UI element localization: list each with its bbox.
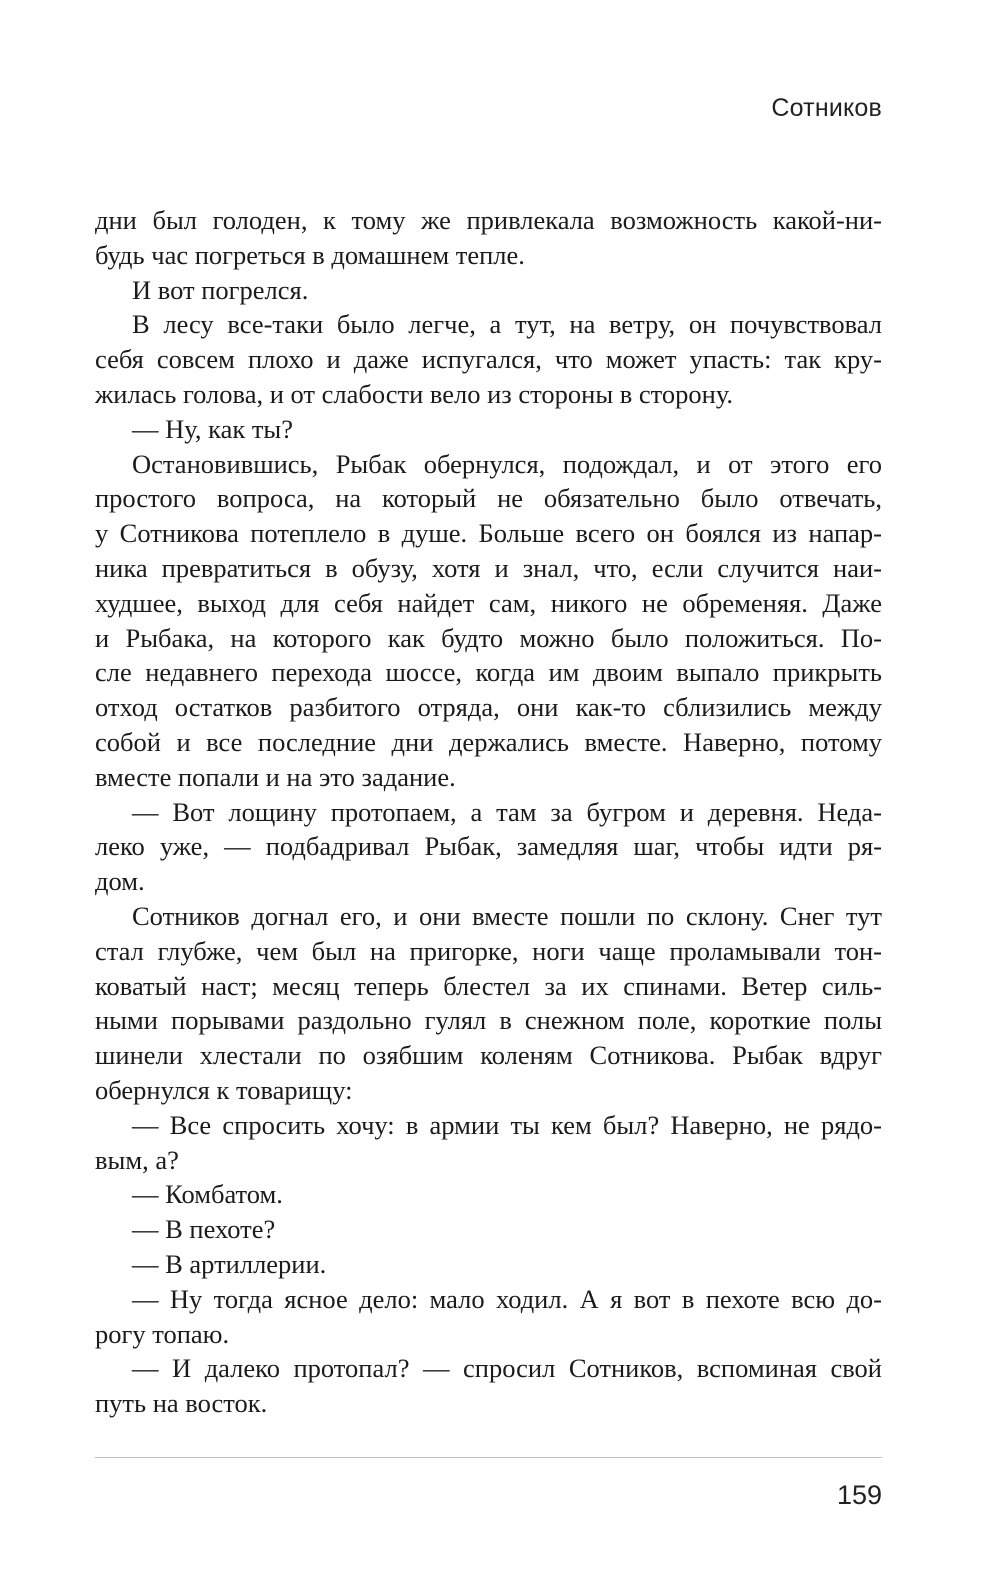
text-line: дни был голоден, к тому же привлекала возможность какой-ни- — [95, 205, 882, 235]
text-line: вым, а? — [95, 1144, 179, 1175]
body-text — [95, 203, 882, 1421]
text-line: — Вот лощину протопаем, а там за бугром и деревня. Неда- — [132, 796, 882, 827]
page-number: 159 — [836, 1480, 882, 1510]
text-line: вместе попали и на это задание. — [95, 761, 456, 792]
text-line: леко уже, — подбадривал Рыбак, замедляя шаг, чтобы идти ря- — [95, 831, 882, 862]
text-line: рогу топаю. — [95, 1318, 230, 1349]
text-line: и Рыбака, на которого как будто можно было положиться. По- — [95, 622, 882, 653]
text-line: обернулся к товарищу: — [95, 1074, 353, 1105]
text-line: у Сотникова потеплело в душе. Больше всего он боялся из напар- — [95, 518, 882, 549]
text-line: — Комбатом. — [132, 1179, 283, 1210]
text-line: — Ну тогда ясное дело: мало ходил. А я вот в пехоте всю до- — [132, 1283, 882, 1314]
text-line: шинели хлестали по озябшим коленям Сотникова. Рыбак вдруг — [95, 1040, 882, 1071]
text-line: коватый наст; месяц теперь блестел за их спинами. Ветер силь- — [95, 970, 882, 1001]
text-line: сле недавнего перехода шоссе, когда им двоим выпало прикрыть — [95, 657, 882, 688]
text-line: ными порывами раздольно гулял в снежном поле, короткие полы — [95, 1005, 882, 1036]
text-line: — И далеко протопал? — спросил Сотников, вспоминая свой — [132, 1353, 882, 1384]
text-line: простого вопроса, на который не обязательно было отвечать, — [95, 483, 882, 514]
text-line: будь час погреться в домашнем тепле. — [95, 239, 525, 270]
text-line: — Ну, как ты? — [132, 413, 293, 444]
text-line: ника превратиться в обузу, хотя и знал, что, если случится наи- — [95, 552, 882, 583]
text-line: отход остатков разбитого отряда, они как-то сблизились между — [95, 692, 882, 723]
text-line: собой и все последние дни держались вместе. Наверно, потому — [95, 726, 882, 757]
text-line: И вот погрелся. — [132, 274, 309, 305]
footer-rule — [95, 1457, 882, 1458]
text-line: худшее, выход для себя найдет сам, никого не обременяя. Даже — [95, 587, 882, 618]
running-head: Сотников — [771, 94, 882, 122]
text-line: дом. — [95, 866, 145, 897]
text-line: жилась голова, и от слабости вело из стороны в сторону. — [95, 378, 734, 409]
text-line: В лесу все-таки было легче, а тут, на ветру, он почувствовал — [132, 309, 882, 340]
text-line: — В артиллерии. — [132, 1248, 327, 1279]
text-line: стал глубже, чем был на пригорке, ноги чаще проламывали тон- — [95, 935, 882, 966]
text-line: Сотников догнал его, и они вместе пошли по склону. Снег тут — [132, 900, 882, 931]
text-line: Остановившись, Рыбак обернулся, подождал, и от этого его — [132, 448, 882, 479]
text-line: себя совсем плохо и даже испугался, что может упасть: так кру- — [95, 344, 882, 375]
text-line: путь на восток. — [95, 1388, 268, 1419]
text-line: — В пехоте? — [132, 1214, 276, 1245]
text-line: — Все спросить хочу: в армии ты кем был? Наверно, не рядо- — [132, 1109, 882, 1140]
